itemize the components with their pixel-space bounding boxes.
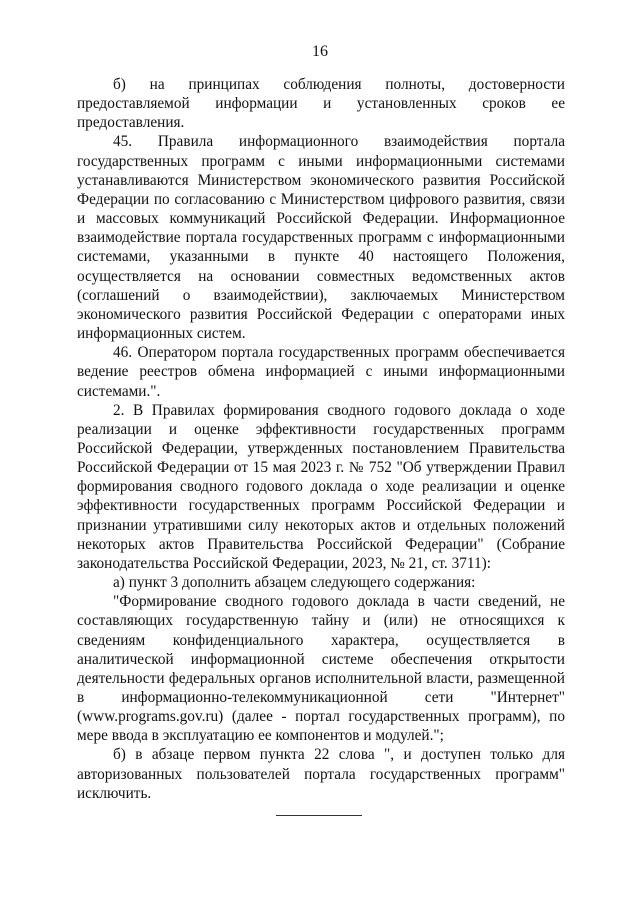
paragraph-2-annual-report-rules: 2. В Правилах формирования сводного годового доклада о ходе реализации и оценке эффективности государственных программ Российской Федерации, утвержденных постановлением Правительства Российской Федерации от 15 мая 2023 г. № 752 "Об утверждении Правил формирования сводного годового доклада о ходе реализации и оценке эффективности государственных программ Российской Федерации и признании утратившими силу некоторых актов и отдельных положений некоторых актов Правительства Российской Федерации" (Собрание законодательства Российской Федерации, 2023, № 21, ст. 3711): xyxy=(77,401,565,572)
paragraph-45-interaction-rules: 45. Правила информационного взаимодействия портала государственных программ с иными информационными системами устанавливаются Министерством экономического развития Российской Федерации по согласованию с Министерством цифрового развития, связи и массовых коммуникаций Российской Федерации. Информационное взаимодействие портала государственных программ с информационными системами, указанными в пункте 40 настоящего Положения, осуществляется на основании совместных ведомственных актов (соглашений о взаимодействии), заключаемых Министерством экономического развития Российской Федерации с операторами иных информационных систем. xyxy=(77,133,565,343)
page-number: 16 xyxy=(312,43,328,60)
paragraph-b-point-22: б) в абзаце первом пункта 22 слова ", и доступен только для авторизованных пользователей портала государственных программ" исключить. xyxy=(77,746,565,802)
paragraph-a-point-3: а) пункт 3 дополнить абзацем следующего содержания: xyxy=(113,574,476,592)
document-body xyxy=(77,75,565,803)
footer-divider xyxy=(276,815,362,816)
paragraph-quoted-addition: "Формирование сводного годового доклада в части сведений, не составляющих государственную тайну и (или) не относящихся к сведениям конфиденциального характера, осуществляется в аналитической информационной системе обеспечения открытости деятельности федеральных органов исполнительной власти, размещенной в информационно-телекоммуникационной сети "Интернет" (www.programs.gov.ru) (далее - портал государственных программ), по мере ввода в эксплуатацию ее компонентов и модулей."; xyxy=(77,593,565,745)
paragraph-46-operator: 46. Оператором портала государственных программ обеспечивается ведение реестров обмена информацией с иными информационными системами.". xyxy=(77,344,565,400)
paragraph-b-principles: б) на принципах соблюдения полноты, достоверности предоставляемой информации и установленных сроков ее предоставления. xyxy=(77,76,565,132)
